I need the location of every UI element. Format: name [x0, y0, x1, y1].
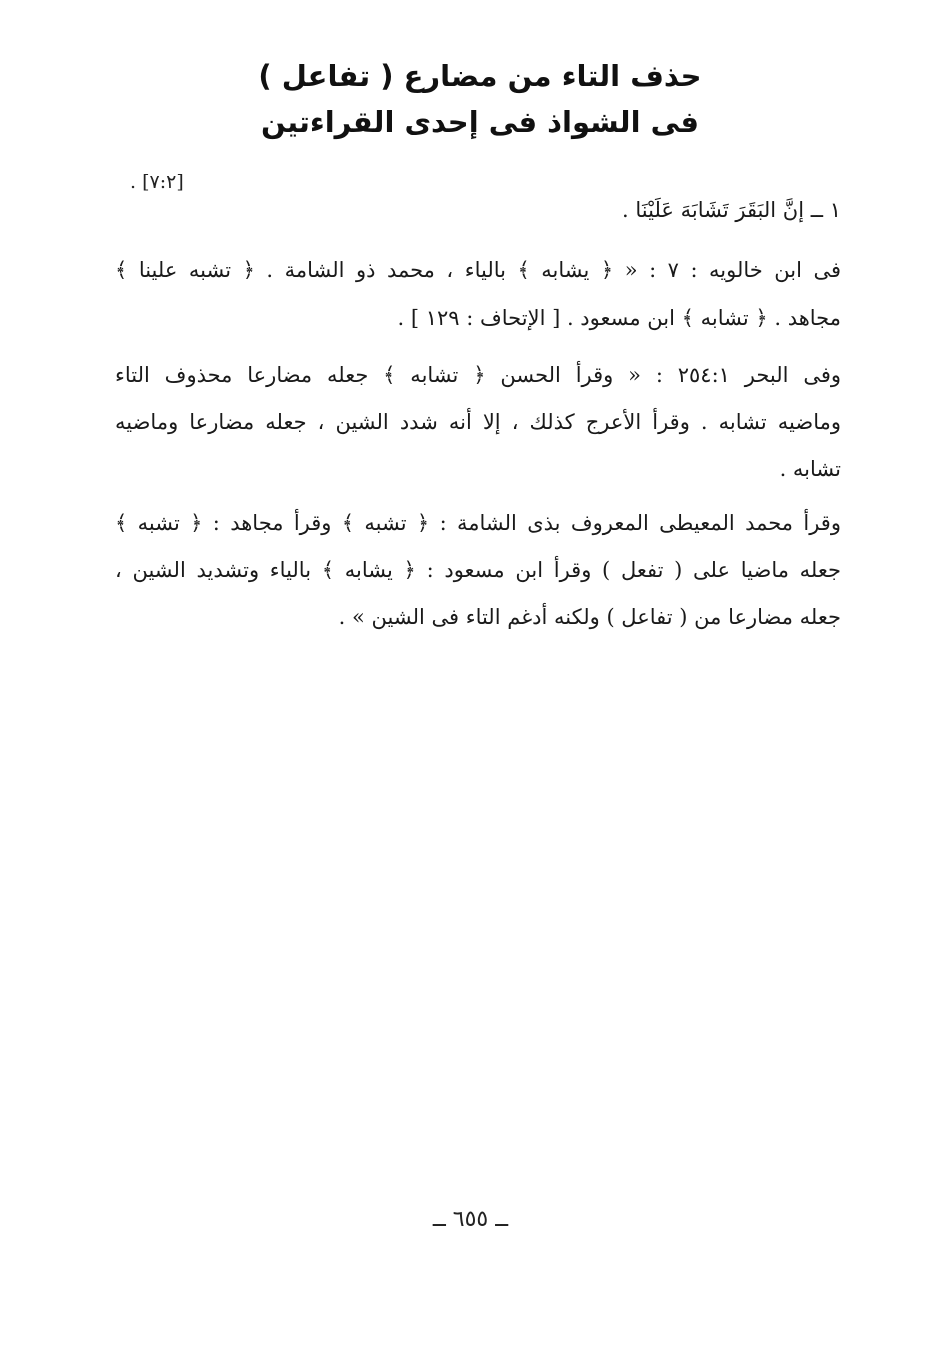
- verse-text: ١ ــ إنَّ البَقَرَ تَشَابَهَ عَلَيْنَا .: [622, 198, 841, 222]
- page-subtitle: فى الشواذ فى إحدى القراءتين: [261, 105, 699, 139]
- paragraph-line: فى ابن خالويه : ٧ : « ﴿ يشابه ﴾ بالياء ، محمد ذو الشامة . ﴿ تشبه علينا ﴾: [115, 258, 841, 282]
- paragraph-line: مجاهد . ﴿ تشابه ﴾ ابن مسعود . [ الإتحاف : ١٢٩ ] .: [397, 306, 841, 330]
- paragraph-readings: [115, 500, 841, 641]
- verse-line: [115, 190, 841, 230]
- paragraph-line: وماضيه تشابه . وقرأ الأعرج كذلك ، إلا أنه شدد الشين ، جعله مضارعا وماضيه: [115, 410, 841, 434]
- paragraph-ibn-khalawayh: [115, 246, 841, 342]
- paragraph-line: وقرأ محمد المعيطى المعروف بذى الشامة : ﴿ تشبه ﴾ وقرأ مجاهد : ﴿ تشبه ﴾: [115, 511, 841, 535]
- page-number: ــ ٦٥٥ ــ: [432, 1207, 509, 1232]
- page-title: حذف التاء من مضارع ( تفاعل ): [258, 59, 702, 93]
- paragraph-line: وفى البحر ٢٥٤:١ : « وقرأ الحسن ﴿ تشابه ﴾ جعله مضارعا محذوف التاء: [115, 363, 841, 387]
- paragraph-line: جعله مضارعا من ( تفاعل ) ولكنه أدغم التاء فى الشين » .: [338, 605, 841, 629]
- paragraph-line: تشابه .: [779, 457, 841, 481]
- verse-reference: . [٧:٢]: [130, 171, 184, 193]
- paragraph-line: جعله ماضيا على ( تفعل ) وقرأ ابن مسعود : ﴿ يشابه ﴾ بالياء وتشديد الشين ،: [115, 558, 841, 582]
- paragraph-al-bahr: [115, 352, 841, 493]
